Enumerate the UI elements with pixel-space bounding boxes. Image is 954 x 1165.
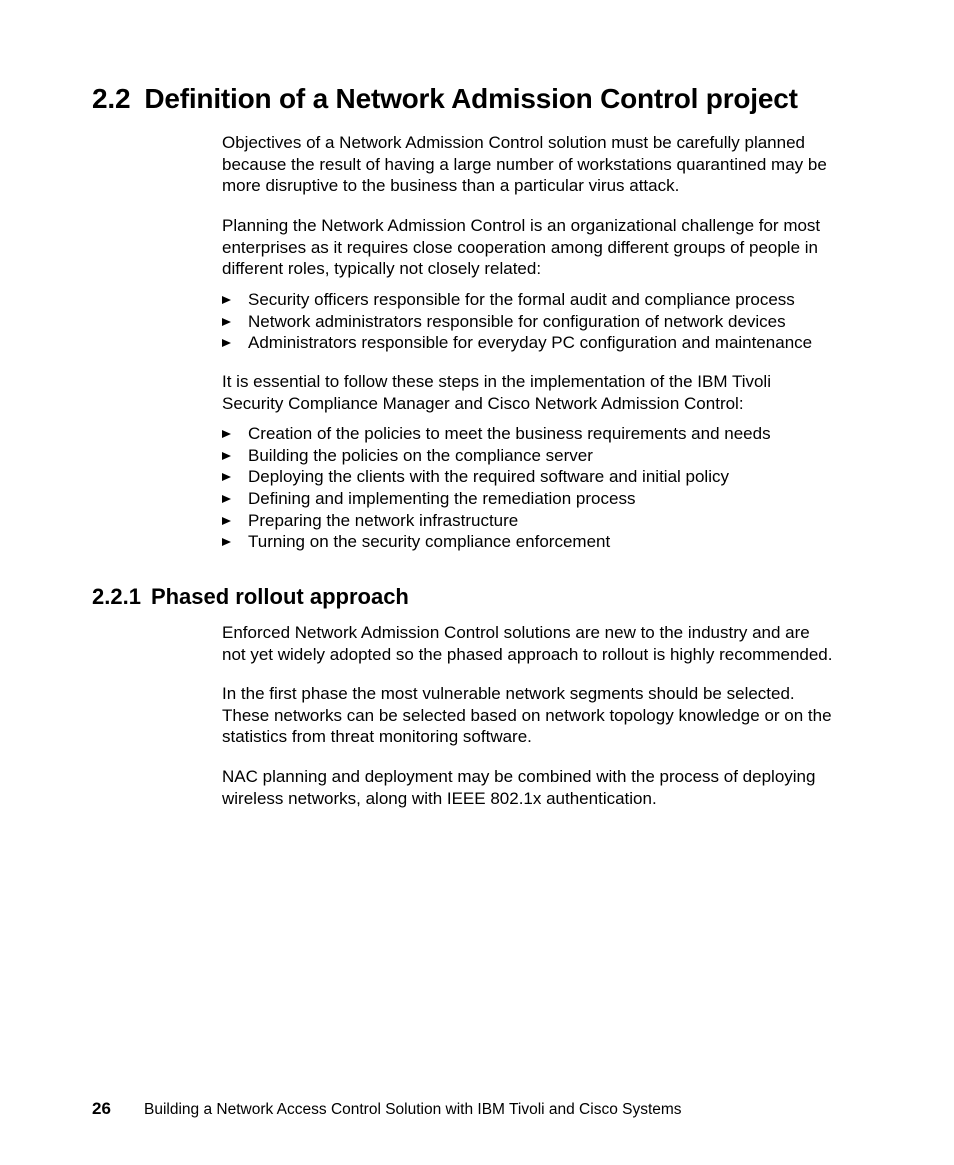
list-item-text: Turning on the security compliance enforcement (248, 532, 611, 552)
list-item-text: Preparing the network infrastructure (248, 510, 519, 530)
list-item (222, 466, 872, 488)
list-item (222, 311, 872, 333)
list-item-text: Administrators responsible for everyday PC configuration and maintenance (248, 333, 813, 353)
paragraph-enforced-nac: Enforced Network Admission Control solutions are new to the industry and are not yet widely adopted so the phased approach to rollout is highly recommended. (222, 623, 833, 664)
list-item-text: Defining and implementing the remediation process (248, 489, 636, 509)
running-title: Building a Network Access Control Solution with IBM Tivoli and Cisco Systems (144, 1101, 682, 1118)
bullet-list-roles (222, 289, 872, 354)
subsection-number: 2.2.1 (92, 584, 141, 609)
section-heading (92, 80, 798, 118)
list-item (222, 510, 872, 532)
paragraph-first-phase: In the first phase the most vulnerable network segments should be selected. These networks can be selected based on network topology knowledge or on the statistics from threat monitoring software. (222, 684, 832, 746)
page-number: 26 (92, 1099, 111, 1118)
triangle-bullet-icon (222, 296, 231, 304)
subsection-title: Phased rollout approach (150, 584, 409, 609)
triangle-bullet-icon (222, 538, 231, 546)
paragraph-planning: Planning the Network Admission Control is an organizational challenge for most enterprises as it requires close cooperation among different groups of people in different roles, typically not closely related: (222, 216, 821, 278)
triangle-bullet-icon (222, 452, 231, 460)
list-item-text: Building the policies on the compliance server (248, 445, 593, 465)
list-item-text: Security officers responsible for the formal audit and compliance process (248, 290, 795, 309)
triangle-bullet-icon (222, 495, 231, 503)
list-item (222, 445, 872, 467)
list-item (222, 531, 872, 553)
triangle-bullet-icon (222, 430, 231, 438)
bullet-list-steps (222, 423, 872, 553)
list-item (222, 332, 872, 354)
paragraph-nac-planning: NAC planning and deployment may be combined with the process of deploying wireless networks, along with IEEE 802.1x authentication. (222, 767, 816, 808)
page-footer (92, 1099, 892, 1123)
list-item (222, 289, 872, 311)
subsection-heading (92, 582, 409, 612)
list-item (222, 488, 872, 510)
triangle-bullet-icon (222, 473, 231, 481)
section-number: 2.2 (92, 83, 131, 114)
triangle-bullet-icon (222, 339, 231, 347)
section-title: Definition of a Network Admission Control project (144, 83, 798, 114)
list-item-text: Creation of the policies to meet the business requirements and needs (248, 424, 771, 443)
list-item-text: Network administrators responsible for configuration of network devices (248, 311, 786, 331)
triangle-bullet-icon (222, 318, 231, 326)
paragraph-steps-intro: It is essential to follow these steps in the implementation of the IBM Tivoli Security Compliance Manager and Cisco Network Admission Control: (222, 372, 771, 413)
list-item (222, 423, 872, 445)
triangle-bullet-icon (222, 517, 231, 525)
paragraph-objectives: Objectives of a Network Admission Control solution must be carefully planned because the result of having a large number of workstations quarantined may be more disruptive to the business than a particular virus attack. (222, 133, 827, 195)
list-item-text: Deploying the clients with the required software and initial policy (248, 467, 729, 487)
